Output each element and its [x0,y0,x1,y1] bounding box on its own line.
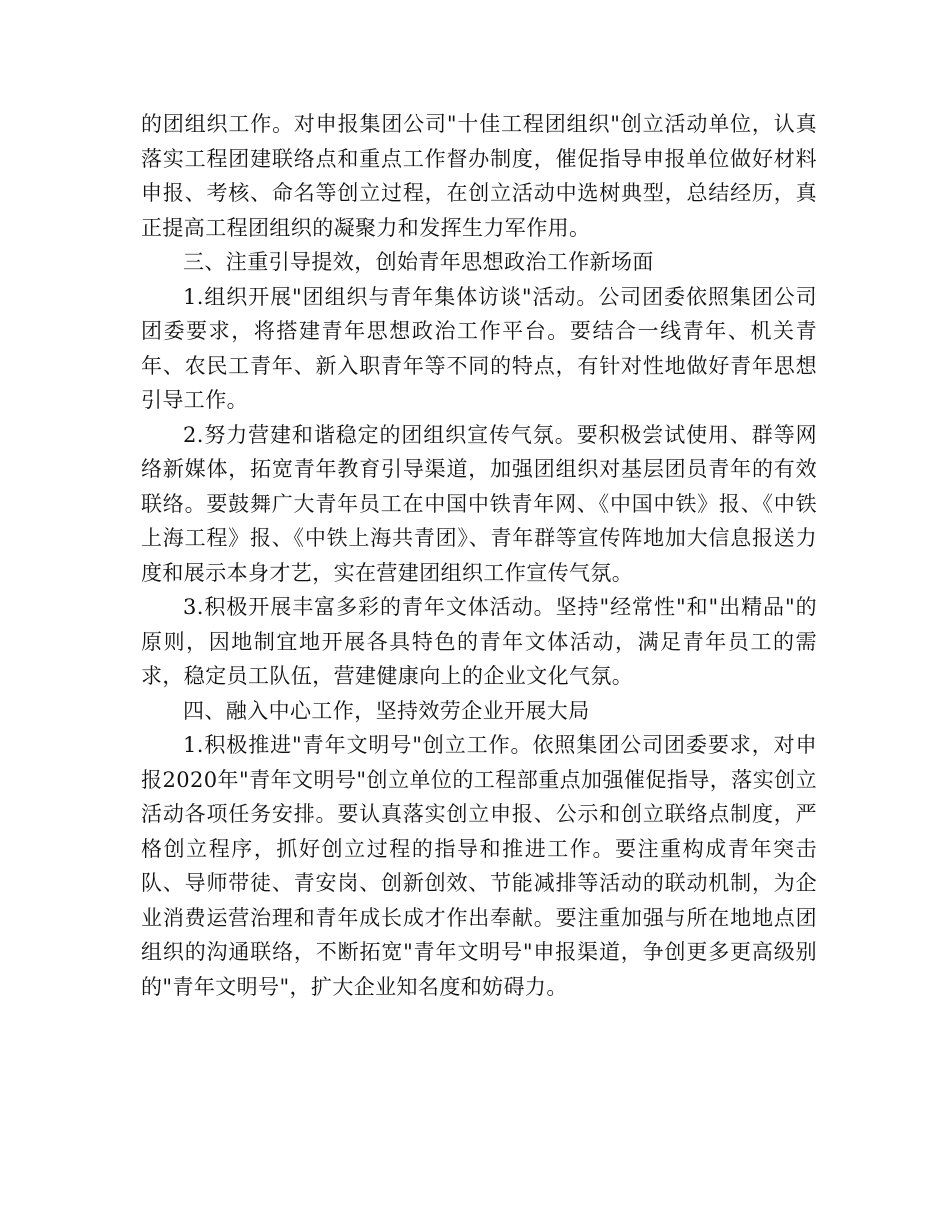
paragraph-4-1: 1.积极推进"青年文明号"创立工作。依照集团公司团委要求，对申报2020年"青年文明号"创立单位的工程部重点加强催促指导，落实创立活动各项任务安排。要认真落实创立申报、公示和创立联络点制度，严格创立程序，抓好创立过程的指导和推进工作。要注重构成青年突击队、导师带徒、青安岗、创新创效、节能减排等活动的联动机制，为企业消费运营治理和青年成长成才作出奉献。要注重加强与所在地地点团组织的沟通联络，不断拓宽"青年文明号"申报渠道，争创更多更高级别的"青年文明号"，扩大企业知名度和妨碍力。 [141,733,817,999]
document-body [141,107,817,1004]
paragraph-continuation: 的团组织工作。对申报集团公司"十佳工程团组织"创立活动单位，认真落实工程团建联络点和重点工作督办制度，催促指导申报单位做好材料申报、考核、命名等创立过程，在创立活动中选树典型，总结经历，真正提高工程团组织的凝聚力和发挥生力军作用。 [141,112,817,240]
section-heading-4: 四、融入中心工作，坚持效劳企业开展大局 [183,698,590,723]
paragraph-3-3: 3.积极开展丰富多彩的青年文体活动。坚持"经常性"和"出精品"的原则，因地制宜地开展各具特色的青年文体活动，满足青年员工的需求，稳定员工队伍，营建健康向上的企业文化气氛。 [141,595,817,688]
paragraph-3-1: 1.组织开展"团组织与青年集体访谈"活动。公司团委依照集团公司团委要求，将搭建青年思想政治工作平台。要结合一线青年、机关青年、农民工青年、新入职青年等不同的特点，有针对性地做好青年思想引导工作。 [141,284,817,412]
paragraph-3-2: 2.努力营建和谐稳定的团组织宣传气氛。要积极尝试使用、群等网络新媒体，拓宽青年教育引导渠道，加强团组织对基层团员青年的有效联络。要鼓舞广大青年员工在中国中铁青年网、《中国中铁》报、《中铁上海工程》报、《中铁上海共青团》、青年群等宣传阵地加大信息报送力度和展示本身才艺，实在营建团组织工作宣传气氛。 [141,422,817,585]
section-heading-3: 三、注重引导提效，创始青年思想政治工作新场面 [183,250,654,274]
